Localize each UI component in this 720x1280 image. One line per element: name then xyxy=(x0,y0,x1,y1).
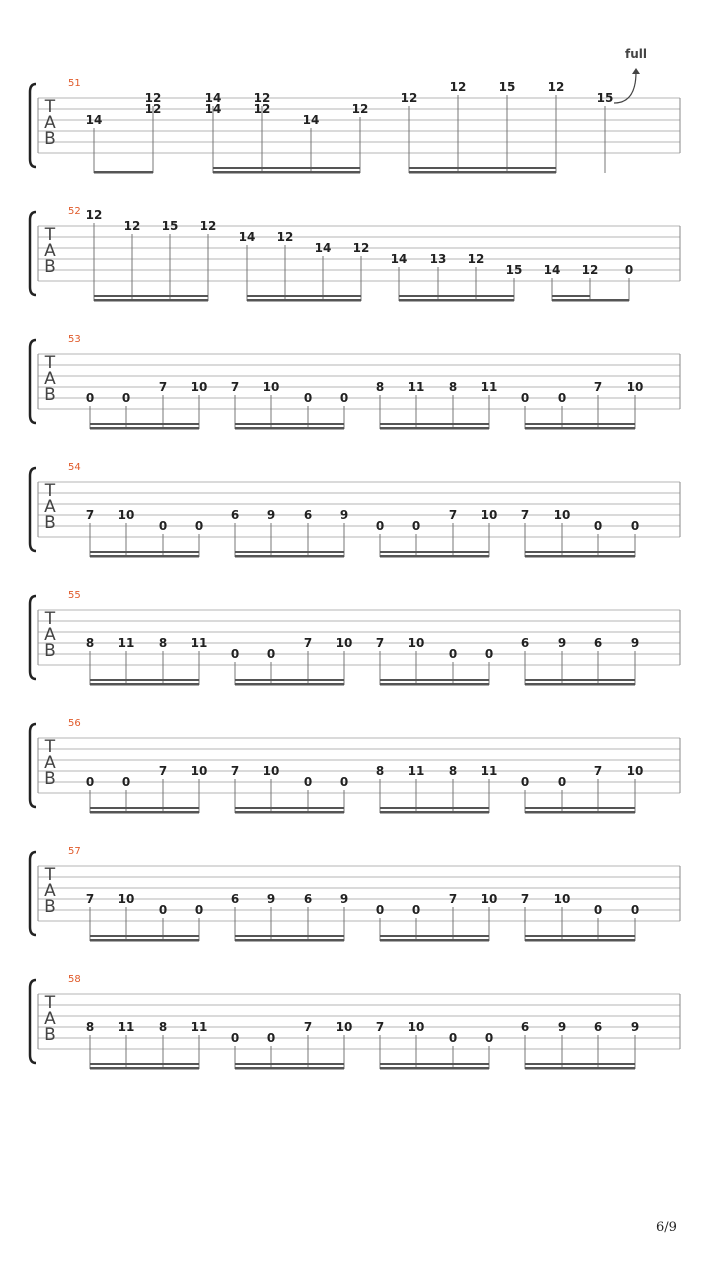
beam-secondary xyxy=(552,295,590,297)
fret-number: 10 xyxy=(480,892,498,906)
fret-number: 15 xyxy=(505,263,523,277)
measure-number: 52 xyxy=(68,206,81,217)
fret-number: 0 xyxy=(266,1031,276,1045)
fret-number: 0 xyxy=(630,519,640,533)
beam-secondary xyxy=(94,295,208,297)
beam-primary xyxy=(94,299,208,302)
fret-number: 10 xyxy=(335,1020,353,1034)
fret-number: 10 xyxy=(262,380,280,394)
fret-number: 7 xyxy=(230,380,240,394)
fret-number: 9 xyxy=(339,892,349,906)
beam-secondary xyxy=(380,1063,489,1065)
fret-number: 0 xyxy=(158,519,168,533)
beam-secondary xyxy=(380,551,489,553)
fret-number: 14 xyxy=(543,263,561,277)
page-number: 6/9 xyxy=(656,1220,677,1235)
system-bracket xyxy=(30,980,36,1063)
fret-number: 10 xyxy=(190,380,208,394)
fret-number: 7 xyxy=(230,764,240,778)
fret-number: 0 xyxy=(339,391,349,405)
measure-number: 56 xyxy=(68,718,81,729)
beam-secondary xyxy=(235,1063,344,1065)
beam-primary xyxy=(90,811,199,814)
fret-number: 7 xyxy=(593,764,603,778)
tab-clef-letter: A xyxy=(44,1009,56,1029)
fret-number: 0 xyxy=(593,519,603,533)
fret-number: 0 xyxy=(557,775,567,789)
fret-number: 9 xyxy=(339,508,349,522)
fret-number: 0 xyxy=(194,903,204,917)
beam-primary xyxy=(213,171,360,174)
beam-secondary xyxy=(525,551,635,553)
fret-number: 0 xyxy=(339,775,349,789)
beam-primary xyxy=(525,683,635,686)
fret-number: 0 xyxy=(85,391,95,405)
beam-primary xyxy=(90,555,199,558)
beam-primary xyxy=(552,299,629,302)
fret-number: 12 xyxy=(400,91,418,105)
tab-clef-letter: T xyxy=(44,225,56,245)
tab-clef-letter: T xyxy=(44,993,56,1013)
fret-number: 0 xyxy=(266,647,276,661)
tab-clef-letter: B xyxy=(44,897,56,917)
beam-primary xyxy=(380,555,489,558)
system-bracket xyxy=(30,340,36,423)
beam-secondary xyxy=(525,423,635,425)
fret-number: 12 xyxy=(199,219,217,233)
fret-number: 0 xyxy=(411,519,421,533)
fret-number: 0 xyxy=(303,775,313,789)
fret-number: 11 xyxy=(190,1020,208,1034)
fret-number: 9 xyxy=(630,636,640,650)
fret-number: 0 xyxy=(624,263,634,277)
fret-number: 12 xyxy=(449,80,467,94)
fret-number: 6 xyxy=(303,508,313,522)
tab-clef-letter: B xyxy=(44,641,56,661)
beam-secondary xyxy=(380,423,489,425)
beam-primary xyxy=(247,299,361,302)
beam-secondary xyxy=(525,807,635,809)
beam-secondary xyxy=(90,935,199,937)
beam-primary xyxy=(235,683,344,686)
beam-secondary xyxy=(380,935,489,937)
system-bracket xyxy=(30,212,36,295)
fret-number: 0 xyxy=(520,775,530,789)
fret-number: 14 xyxy=(238,230,256,244)
beam-primary xyxy=(380,683,489,686)
fret-number: 14 xyxy=(302,113,320,127)
fret-number: 10 xyxy=(335,636,353,650)
beam-primary xyxy=(90,939,199,942)
fret-number: 8 xyxy=(85,636,95,650)
fret-number: 12 xyxy=(253,91,271,105)
fret-number: 10 xyxy=(553,508,571,522)
beam-secondary xyxy=(90,679,199,681)
fret-number: 0 xyxy=(230,647,240,661)
fret-number: 9 xyxy=(266,508,276,522)
bend-label: full xyxy=(625,47,647,61)
beam-primary xyxy=(235,1067,344,1070)
tab-clef-letter: A xyxy=(44,625,56,645)
fret-number: 0 xyxy=(85,775,95,789)
fret-number: 9 xyxy=(266,892,276,906)
fret-number: 0 xyxy=(121,391,131,405)
fret-number: 7 xyxy=(303,1020,313,1034)
fret-number: 14 xyxy=(204,102,222,116)
beam-primary xyxy=(525,939,635,942)
fret-number: 7 xyxy=(593,380,603,394)
tab-clef-letter: A xyxy=(44,113,56,133)
fret-number: 7 xyxy=(85,892,95,906)
measure-number: 51 xyxy=(68,78,81,89)
fret-number: 12 xyxy=(547,80,565,94)
fret-number: 11 xyxy=(407,764,425,778)
beam-primary xyxy=(409,171,556,174)
beam-primary xyxy=(380,939,489,942)
fret-number: 7 xyxy=(520,508,530,522)
tab-clef-letter: T xyxy=(44,353,56,373)
measure-number: 53 xyxy=(68,334,81,345)
tab-clef-letter: B xyxy=(44,129,56,149)
beam-primary xyxy=(380,427,489,430)
fret-number: 9 xyxy=(630,1020,640,1034)
beam-primary xyxy=(235,811,344,814)
fret-number: 12 xyxy=(276,230,294,244)
fret-number: 6 xyxy=(593,1020,603,1034)
tab-clef-letter: B xyxy=(44,1025,56,1045)
fret-number: 0 xyxy=(121,775,131,789)
fret-number: 0 xyxy=(194,519,204,533)
tab-clef-letter: B xyxy=(44,513,56,533)
tab-clef-letter: B xyxy=(44,257,56,277)
fret-number: 12 xyxy=(85,208,103,222)
fret-number: 9 xyxy=(557,1020,567,1034)
fret-number: 0 xyxy=(630,903,640,917)
beam-secondary xyxy=(247,295,361,297)
beam-primary xyxy=(235,555,344,558)
fret-number: 7 xyxy=(158,380,168,394)
fret-number: 0 xyxy=(411,903,421,917)
measure-number: 58 xyxy=(68,974,81,985)
system-bracket xyxy=(30,724,36,807)
fret-number: 13 xyxy=(429,252,447,266)
fret-number: 7 xyxy=(448,508,458,522)
fret-number: 7 xyxy=(448,892,458,906)
measure-number: 55 xyxy=(68,590,81,601)
beam-secondary xyxy=(235,551,344,553)
beam-primary xyxy=(399,299,514,302)
fret-number: 8 xyxy=(448,764,458,778)
beam-primary xyxy=(94,171,153,174)
fret-number: 9 xyxy=(557,636,567,650)
fret-number: 7 xyxy=(85,508,95,522)
fret-number: 0 xyxy=(230,1031,240,1045)
fret-number: 0 xyxy=(158,903,168,917)
beam-primary xyxy=(380,1067,489,1070)
fret-number: 0 xyxy=(520,391,530,405)
fret-number: 0 xyxy=(448,1031,458,1045)
measure-number: 54 xyxy=(68,462,81,473)
beam-secondary xyxy=(235,423,344,425)
fret-number: 10 xyxy=(626,764,644,778)
fret-number: 12 xyxy=(351,102,369,116)
fret-number: 14 xyxy=(314,241,332,255)
tab-clef-letter: A xyxy=(44,241,56,261)
fret-number: 8 xyxy=(375,380,385,394)
beam-secondary xyxy=(525,679,635,681)
system-bracket xyxy=(30,468,36,551)
fret-number: 7 xyxy=(303,636,313,650)
fret-number: 11 xyxy=(190,636,208,650)
fret-number: 12 xyxy=(352,241,370,255)
fret-number: 11 xyxy=(117,636,135,650)
beam-primary xyxy=(235,427,344,430)
fret-number: 12 xyxy=(581,263,599,277)
fret-number: 10 xyxy=(553,892,571,906)
fret-number: 6 xyxy=(520,1020,530,1034)
fret-number: 10 xyxy=(480,508,498,522)
fret-number: 12 xyxy=(144,102,162,116)
tab-clef-letter: T xyxy=(44,865,56,885)
system-bracket xyxy=(30,852,36,935)
beam-secondary xyxy=(213,167,360,169)
fret-number: 12 xyxy=(467,252,485,266)
beam-secondary xyxy=(525,935,635,937)
fret-number: 0 xyxy=(593,903,603,917)
fret-number: 12 xyxy=(123,219,141,233)
fret-number: 14 xyxy=(204,91,222,105)
fret-number: 7 xyxy=(375,1020,385,1034)
tab-clef-letter: T xyxy=(44,97,56,117)
beam-primary xyxy=(380,811,489,814)
fret-number: 10 xyxy=(626,380,644,394)
beam-primary xyxy=(90,427,199,430)
measure-number: 57 xyxy=(68,846,81,857)
fret-number: 10 xyxy=(262,764,280,778)
fret-number: 6 xyxy=(303,892,313,906)
fret-number: 12 xyxy=(144,91,162,105)
beam-secondary xyxy=(90,551,199,553)
tab-clef-letter: A xyxy=(44,497,56,517)
beam-secondary xyxy=(235,807,344,809)
fret-number: 11 xyxy=(117,1020,135,1034)
fret-number: 10 xyxy=(407,1020,425,1034)
fret-number: 7 xyxy=(520,892,530,906)
fret-number: 14 xyxy=(85,113,103,127)
fret-number: 8 xyxy=(158,636,168,650)
fret-number: 11 xyxy=(407,380,425,394)
bend-arrowhead xyxy=(632,68,640,74)
fret-number: 7 xyxy=(158,764,168,778)
beam-secondary xyxy=(235,679,344,681)
fret-number: 8 xyxy=(448,380,458,394)
tab-clef-letter: A xyxy=(44,369,56,389)
system-bracket xyxy=(30,84,36,167)
beam-primary xyxy=(525,555,635,558)
fret-number: 0 xyxy=(484,647,494,661)
fret-number: 15 xyxy=(596,91,614,105)
beam-secondary xyxy=(380,679,489,681)
tab-clef-letter: A xyxy=(44,753,56,773)
fret-number: 7 xyxy=(375,636,385,650)
beam-secondary xyxy=(409,167,556,169)
fret-number: 15 xyxy=(161,219,179,233)
system-bracket xyxy=(30,596,36,679)
fret-number: 12 xyxy=(253,102,271,116)
fret-number: 8 xyxy=(158,1020,168,1034)
fret-number: 10 xyxy=(117,892,135,906)
tab-clef-letter: T xyxy=(44,609,56,629)
fret-number: 14 xyxy=(390,252,408,266)
fret-number: 10 xyxy=(190,764,208,778)
beam-primary xyxy=(525,427,635,430)
fret-number: 0 xyxy=(375,519,385,533)
tab-clef-letter: T xyxy=(44,737,56,757)
fret-number: 15 xyxy=(498,80,516,94)
fret-number: 6 xyxy=(230,508,240,522)
fret-number: 10 xyxy=(407,636,425,650)
tab-clef-letter: A xyxy=(44,881,56,901)
beam-primary xyxy=(90,683,199,686)
fret-number: 6 xyxy=(593,636,603,650)
tab-clef-letter: B xyxy=(44,769,56,789)
beam-primary xyxy=(525,1067,635,1070)
beam-primary xyxy=(90,1067,199,1070)
beam-secondary xyxy=(380,807,489,809)
fret-number: 0 xyxy=(375,903,385,917)
fret-number: 6 xyxy=(230,892,240,906)
fret-number: 0 xyxy=(484,1031,494,1045)
fret-number: 8 xyxy=(85,1020,95,1034)
beam-secondary xyxy=(235,935,344,937)
beam-primary xyxy=(525,811,635,814)
beam-secondary xyxy=(90,423,199,425)
beam-secondary xyxy=(90,807,199,809)
fret-number: 0 xyxy=(448,647,458,661)
beam-secondary xyxy=(399,295,514,297)
fret-number: 6 xyxy=(520,636,530,650)
fret-number: 11 xyxy=(480,380,498,394)
tab-clef-letter: T xyxy=(44,481,56,501)
fret-number: 0 xyxy=(557,391,567,405)
fret-number: 10 xyxy=(117,508,135,522)
tab-clef-letter: B xyxy=(44,385,56,405)
fret-number: 0 xyxy=(303,391,313,405)
fret-number: 8 xyxy=(375,764,385,778)
beam-secondary xyxy=(525,1063,635,1065)
beam-secondary xyxy=(90,1063,199,1065)
fret-number: 11 xyxy=(480,764,498,778)
beam-primary xyxy=(235,939,344,942)
